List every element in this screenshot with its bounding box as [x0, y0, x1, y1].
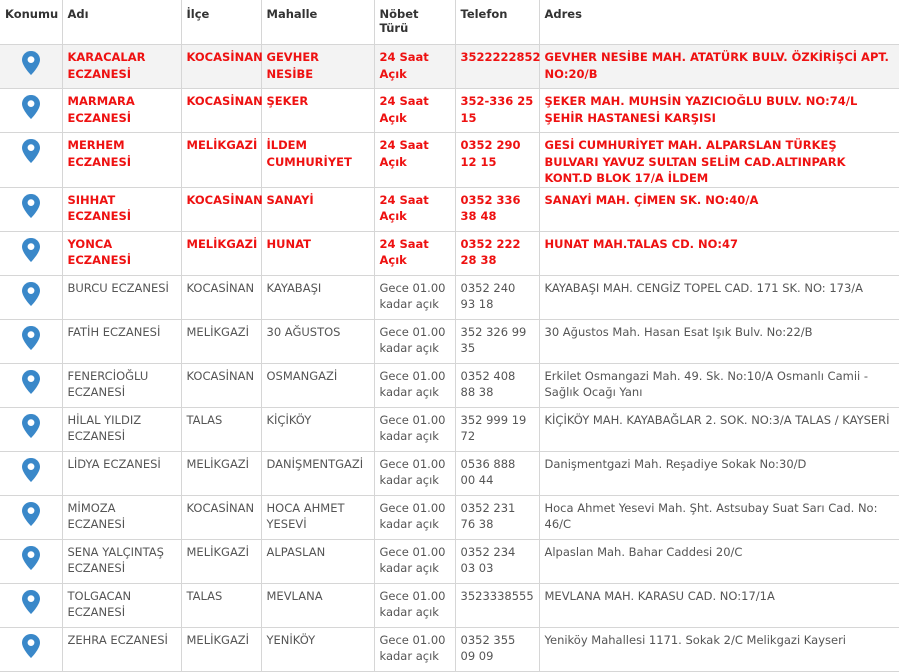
header-ilce: İlçe	[181, 0, 261, 45]
neighborhood: KİÇİKÖY	[261, 407, 374, 451]
address: MEVLANA MAH. KARASU CAD. NO:17/1A	[539, 583, 899, 627]
neighborhood: DANİŞMENTGAZİ	[261, 451, 374, 495]
header-telefon: Telefon	[455, 0, 539, 45]
pharmacy-name: SIHHAT ECZANESİ	[62, 187, 181, 231]
location-cell	[0, 275, 62, 319]
duty-type: Gece 01.00 kadar açık	[374, 583, 455, 627]
phone: 3523338555	[455, 583, 539, 627]
pharmacy-name: YONCA ECZANESİ	[62, 231, 181, 275]
duty-type: Gece 01.00 kadar açık	[374, 539, 455, 583]
district: MELİKGAZİ	[181, 319, 261, 363]
location-cell	[0, 89, 62, 133]
map-pin-icon[interactable]	[22, 370, 40, 394]
address: HUNAT MAH.TALAS CD. NO:47	[539, 231, 899, 275]
header-adi: Adı	[62, 0, 181, 45]
location-cell	[0, 319, 62, 363]
address: Danişmentgazi Mah. Reşadiye Sokak No:30/D	[539, 451, 899, 495]
location-cell	[0, 45, 62, 89]
duty-type: 24 Saat Açık	[374, 231, 455, 275]
phone: 352 999 19 72	[455, 407, 539, 451]
table-row	[0, 275, 899, 319]
pharmacy-name: FENERCİOĞLU ECZANESİ	[62, 363, 181, 407]
district: KOCASİNAN	[181, 45, 261, 89]
pharmacy-name: MERHEM ECZANESİ	[62, 133, 181, 188]
district: MELİKGAZİ	[181, 231, 261, 275]
map-pin-icon[interactable]	[22, 326, 40, 350]
phone: 0352 336 38 48	[455, 187, 539, 231]
neighborhood: HUNAT	[261, 231, 374, 275]
neighborhood: İLDEM CUMHURİYET	[261, 133, 374, 188]
header-nobet-turu: Nöbet Türü	[374, 0, 455, 45]
phone: 0352 231 76 38	[455, 495, 539, 539]
district: KOCASİNAN	[181, 275, 261, 319]
table-row	[0, 89, 899, 133]
phone: 0352 290 12 15	[455, 133, 539, 188]
header-mahalle: Mahalle	[261, 0, 374, 45]
duty-type: Gece 01.00 kadar açık	[374, 275, 455, 319]
table-row	[0, 495, 899, 539]
location-cell	[0, 363, 62, 407]
table-row	[0, 187, 899, 231]
neighborhood: ALPASLAN	[261, 539, 374, 583]
map-pin-icon[interactable]	[22, 95, 40, 119]
neighborhood: YENİKÖY	[261, 627, 374, 671]
location-cell	[0, 495, 62, 539]
location-cell	[0, 407, 62, 451]
address: Erkilet Osmangazi Mah. 49. Sk. No:10/A Osmanlı Camii - Sağlık Ocağı Yanı	[539, 363, 899, 407]
phone: 0352 408 88 38	[455, 363, 539, 407]
map-pin-icon[interactable]	[22, 194, 40, 218]
map-pin-icon[interactable]	[22, 414, 40, 438]
pharmacy-name: ZEHRA ECZANESİ	[62, 627, 181, 671]
map-pin-icon[interactable]	[22, 546, 40, 570]
address: Hoca Ahmet Yesevi Mah. Şht. Astsubay Suat Sarı Cad. No: 46/C	[539, 495, 899, 539]
pharmacy-name: MARMARA ECZANESİ	[62, 89, 181, 133]
address: GEVHER NESİBE MAH. ATATÜRK BULV. ÖZKİRİŞCİ APT. NO:20/B	[539, 45, 899, 89]
header-adres: Adres	[539, 0, 899, 45]
location-cell	[0, 133, 62, 188]
location-cell	[0, 451, 62, 495]
address: ŞEKER MAH. MUHSİN YAZICIOĞLU BULV. NO:74/L ŞEHİR HASTANESİ KARŞISI	[539, 89, 899, 133]
table-row	[0, 363, 899, 407]
pharmacy-name: FATİH ECZANESİ	[62, 319, 181, 363]
neighborhood: HOCA AHMET YESEVİ	[261, 495, 374, 539]
phone: 0352 234 03 03	[455, 539, 539, 583]
location-cell	[0, 539, 62, 583]
phone: 0536 888 00 44	[455, 451, 539, 495]
district: KOCASİNAN	[181, 187, 261, 231]
location-cell	[0, 187, 62, 231]
duty-type: Gece 01.00 kadar açık	[374, 495, 455, 539]
phone: 0352 355 09 09	[455, 627, 539, 671]
duty-type: Gece 01.00 kadar açık	[374, 319, 455, 363]
map-pin-icon[interactable]	[22, 282, 40, 306]
duty-type: Gece 01.00 kadar açık	[374, 363, 455, 407]
district: TALAS	[181, 407, 261, 451]
address: 30 Ağustos Mah. Hasan Esat Işık Bulv. No:22/B	[539, 319, 899, 363]
neighborhood: ŞEKER	[261, 89, 374, 133]
table-row	[0, 133, 899, 188]
duty-type: 24 Saat Açık	[374, 133, 455, 188]
neighborhood: MEVLANA	[261, 583, 374, 627]
table-row	[0, 319, 899, 363]
phone: 0352 240 93 18	[455, 275, 539, 319]
map-pin-icon[interactable]	[22, 590, 40, 614]
map-pin-icon[interactable]	[22, 634, 40, 658]
location-cell	[0, 627, 62, 671]
duty-type: Gece 01.00 kadar açık	[374, 627, 455, 671]
pharmacy-name: TOLGACAN ECZANESİ	[62, 583, 181, 627]
phone: 352 326 99 35	[455, 319, 539, 363]
pharmacy-name: LİDYA ECZANESİ	[62, 451, 181, 495]
neighborhood: 30 AĞUSTOS	[261, 319, 374, 363]
table-header-row	[0, 0, 899, 45]
map-pin-icon[interactable]	[22, 238, 40, 262]
location-cell	[0, 231, 62, 275]
district: MELİKGAZİ	[181, 133, 261, 188]
pharmacy-name: HİLAL YILDIZ ECZANESİ	[62, 407, 181, 451]
table-row	[0, 451, 899, 495]
district: KOCASİNAN	[181, 363, 261, 407]
map-pin-icon[interactable]	[22, 502, 40, 526]
district: MELİKGAZİ	[181, 451, 261, 495]
district: KOCASİNAN	[181, 89, 261, 133]
address: KAYABAŞI MAH. CENGİZ TOPEL CAD. 171 SK. NO: 173/A	[539, 275, 899, 319]
neighborhood: KAYABAŞI	[261, 275, 374, 319]
duty-type: 24 Saat Açık	[374, 187, 455, 231]
phone: 0352 222 28 38	[455, 231, 539, 275]
district: MELİKGAZİ	[181, 627, 261, 671]
phone: 352-336 25 15	[455, 89, 539, 133]
district: KOCASİNAN	[181, 495, 261, 539]
neighborhood: GEVHER NESİBE	[261, 45, 374, 89]
table-row	[0, 231, 899, 275]
address: SANAYİ MAH. ÇİMEN SK. NO:40/A	[539, 187, 899, 231]
pharmacy-name: SENA YALÇINTAŞ ECZANESİ	[62, 539, 181, 583]
address: GESİ CUMHURİYET MAH. ALPARSLAN TÜRKEŞ BULVARI YAVUZ SULTAN SELİM CAD.ALTINPARK KONT.D BLOK 17/A İLDEM	[539, 133, 899, 188]
district: TALAS	[181, 583, 261, 627]
neighborhood: OSMANGAZİ	[261, 363, 374, 407]
table-row	[0, 583, 899, 627]
pharmacy-name: BURCU ECZANESİ	[62, 275, 181, 319]
table-row	[0, 539, 899, 583]
table-row	[0, 407, 899, 451]
location-cell	[0, 583, 62, 627]
address: Alpaslan Mah. Bahar Caddesi 20/C	[539, 539, 899, 583]
table-row	[0, 45, 899, 89]
map-pin-icon[interactable]	[22, 458, 40, 482]
duty-type: Gece 01.00 kadar açık	[374, 407, 455, 451]
duty-type: 24 Saat Açık	[374, 89, 455, 133]
pharmacy-name: KARACALAR ECZANESİ	[62, 45, 181, 89]
neighborhood: SANAYİ	[261, 187, 374, 231]
address: Yeniköy Mahallesi 1171. Sokak 2/C Melikgazi Kayseri	[539, 627, 899, 671]
duty-type: 24 Saat Açık	[374, 45, 455, 89]
map-pin-icon[interactable]	[22, 139, 40, 163]
duty-type: Gece 01.00 kadar açık	[374, 451, 455, 495]
phone: 3522222852	[455, 45, 539, 89]
pharmacy-name: MİMOZA ECZANESİ	[62, 495, 181, 539]
address: KİÇİKÖY MAH. KAYABAĞLAR 2. SOK. NO:3/A TALAS / KAYSERİ	[539, 407, 899, 451]
district: MELİKGAZİ	[181, 539, 261, 583]
map-pin-icon[interactable]	[22, 51, 40, 75]
table-row	[0, 627, 899, 671]
header-konumu: Konumu	[0, 0, 62, 45]
